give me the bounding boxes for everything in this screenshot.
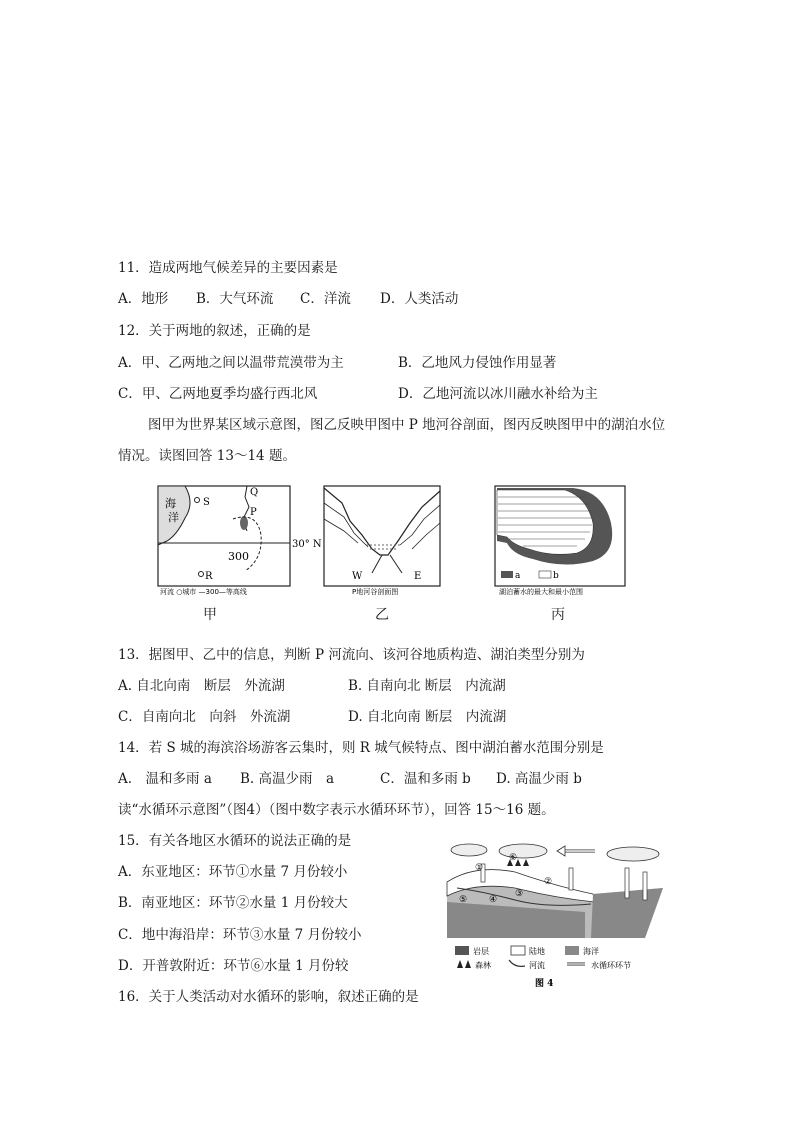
fig-jia-caption: 甲 <box>203 607 217 623</box>
label-r: R <box>205 571 213 582</box>
q14-options <box>118 770 582 788</box>
q11-stem: 11．造成两地气候差异的主要因素是 <box>118 260 338 276</box>
fig-bing-legend: 湖泊蓄水的最大和最小范围 <box>499 588 583 596</box>
legend-forest: 森林 <box>475 961 491 970</box>
figure-jia-map <box>155 483 322 596</box>
fig4-caption: 图 4 <box>535 979 554 989</box>
q14-stem: 14．若 S 城的海滨浴场游客云集时，则 R 城气候特点、图中湖泊蓄水范围分别是 <box>118 740 604 756</box>
q11-option-c: C．洋流 <box>300 291 351 307</box>
fig-jia-legend: 河流 ○城市 —300—等高线 <box>160 588 247 596</box>
figure-bing-lake <box>493 483 629 595</box>
cycle-num-5: ⑤ <box>459 895 468 905</box>
legend-cycle: 水循环环节 <box>591 961 631 970</box>
legend-river: 河流 <box>529 961 545 970</box>
label-p: P <box>250 507 257 518</box>
legend-land: 陆地 <box>529 947 545 956</box>
cycle-num-3: ③ <box>515 889 524 899</box>
intro-13-14-line2: 情况。读图回答 13～14 题。 <box>118 448 296 464</box>
label-a: a <box>515 571 521 581</box>
legend-ocean: 海洋 <box>583 947 599 956</box>
figure-4-water-cycle <box>445 842 663 1004</box>
legend-rock: 岩层 <box>473 947 489 956</box>
q14-option-b: B. 高温少雨 a <box>240 771 335 787</box>
q13-stem: 13．据图甲、乙中的信息，判断 P 河流向、该河谷地质构造、湖泊类型分别为 <box>118 647 585 663</box>
label-e: E <box>414 571 422 582</box>
cycle-num-1: ① <box>475 863 484 873</box>
q11-options <box>118 290 458 308</box>
label-q: Q <box>250 487 259 498</box>
fig-yi-legend: P地河谷剖面图 <box>352 588 399 596</box>
q12-options-row1 <box>118 354 556 372</box>
fig-bing-caption: 丙 <box>551 607 565 623</box>
q14-option-a: A. 温和多雨 a <box>118 771 212 787</box>
cycle-num-6: ⑥ <box>509 853 518 863</box>
cycle-num-2: ② <box>544 877 553 887</box>
q14-option-c: C．温和多雨 b <box>380 771 471 787</box>
q12-stem: 12．关于两地的叙述，正确的是 <box>118 323 311 339</box>
q14-option-d: D. 高温少雨 b <box>496 771 582 787</box>
q12-option-c: C．甲、乙两地夏季均盛行西北风 <box>118 386 318 402</box>
q15-option-d: D．开普敦附近：环节⑥水量 1 月份较 <box>118 958 349 974</box>
q15-option-c: C．地中海沿岸：环节③水量 7 月份较小 <box>118 927 362 943</box>
q11-option-d: D．人类活动 <box>380 291 459 307</box>
q12-options-row2 <box>118 385 598 403</box>
intro-15-16: 读“水循环示意图”（图4）（图中数字表示水循环环节），回答 15～16 题。 <box>118 802 555 818</box>
label-w: W <box>352 571 363 582</box>
label-s: S <box>203 497 210 508</box>
q12-option-d: D．乙地河流以冰川融水补给为主 <box>398 386 598 402</box>
fig-yi-caption: 乙 <box>375 607 389 623</box>
q13-option-a: A. 自北向南 断层 外流湖 <box>118 678 285 694</box>
q13-options-row2 <box>118 708 506 726</box>
q13-option-b: B. 自南向北 断层 内流湖 <box>348 678 506 694</box>
intro-13-14-line1: 图甲为世界某区域示意图，图乙反映甲图中 P 地河谷剖面，图丙反映图甲中的湖泊水位 <box>148 417 666 433</box>
q12-option-a: A．甲、乙两地之间以温带荒漠带为主 <box>118 355 344 371</box>
label-sea2: 洋 <box>168 511 179 524</box>
q15-option-b: B．南亚地区：环节②水量 1 月份较大 <box>118 895 348 911</box>
q16-stem: 16．关于人类活动对水循环的影响，叙述正确的是 <box>118 989 419 1005</box>
q15-option-a: A．东亚地区：环节①水量 7 月份较小 <box>118 864 348 880</box>
label-b: b <box>553 571 559 581</box>
label-lat: 30° N <box>292 539 322 550</box>
q13-option-c: C．自南向北 向斜 外流湖 <box>118 709 291 725</box>
figure-yi-valley <box>322 483 442 595</box>
q12-option-b: B．乙地风力侵蚀作用显著 <box>398 355 557 371</box>
q13-options-row1 <box>118 677 506 695</box>
cycle-num-4: ④ <box>489 895 498 905</box>
q13-option-d: D. 自北向南 断层 内流湖 <box>348 709 507 725</box>
q15-stem: 15．有关各地区水循环的说法正确的是 <box>118 833 352 849</box>
label-sea1: 海 <box>165 497 176 510</box>
label-contour: 300 <box>228 550 249 563</box>
q11-option-b: B．大气环流 <box>196 291 274 307</box>
q11-option-a: A．地形 <box>118 291 169 307</box>
